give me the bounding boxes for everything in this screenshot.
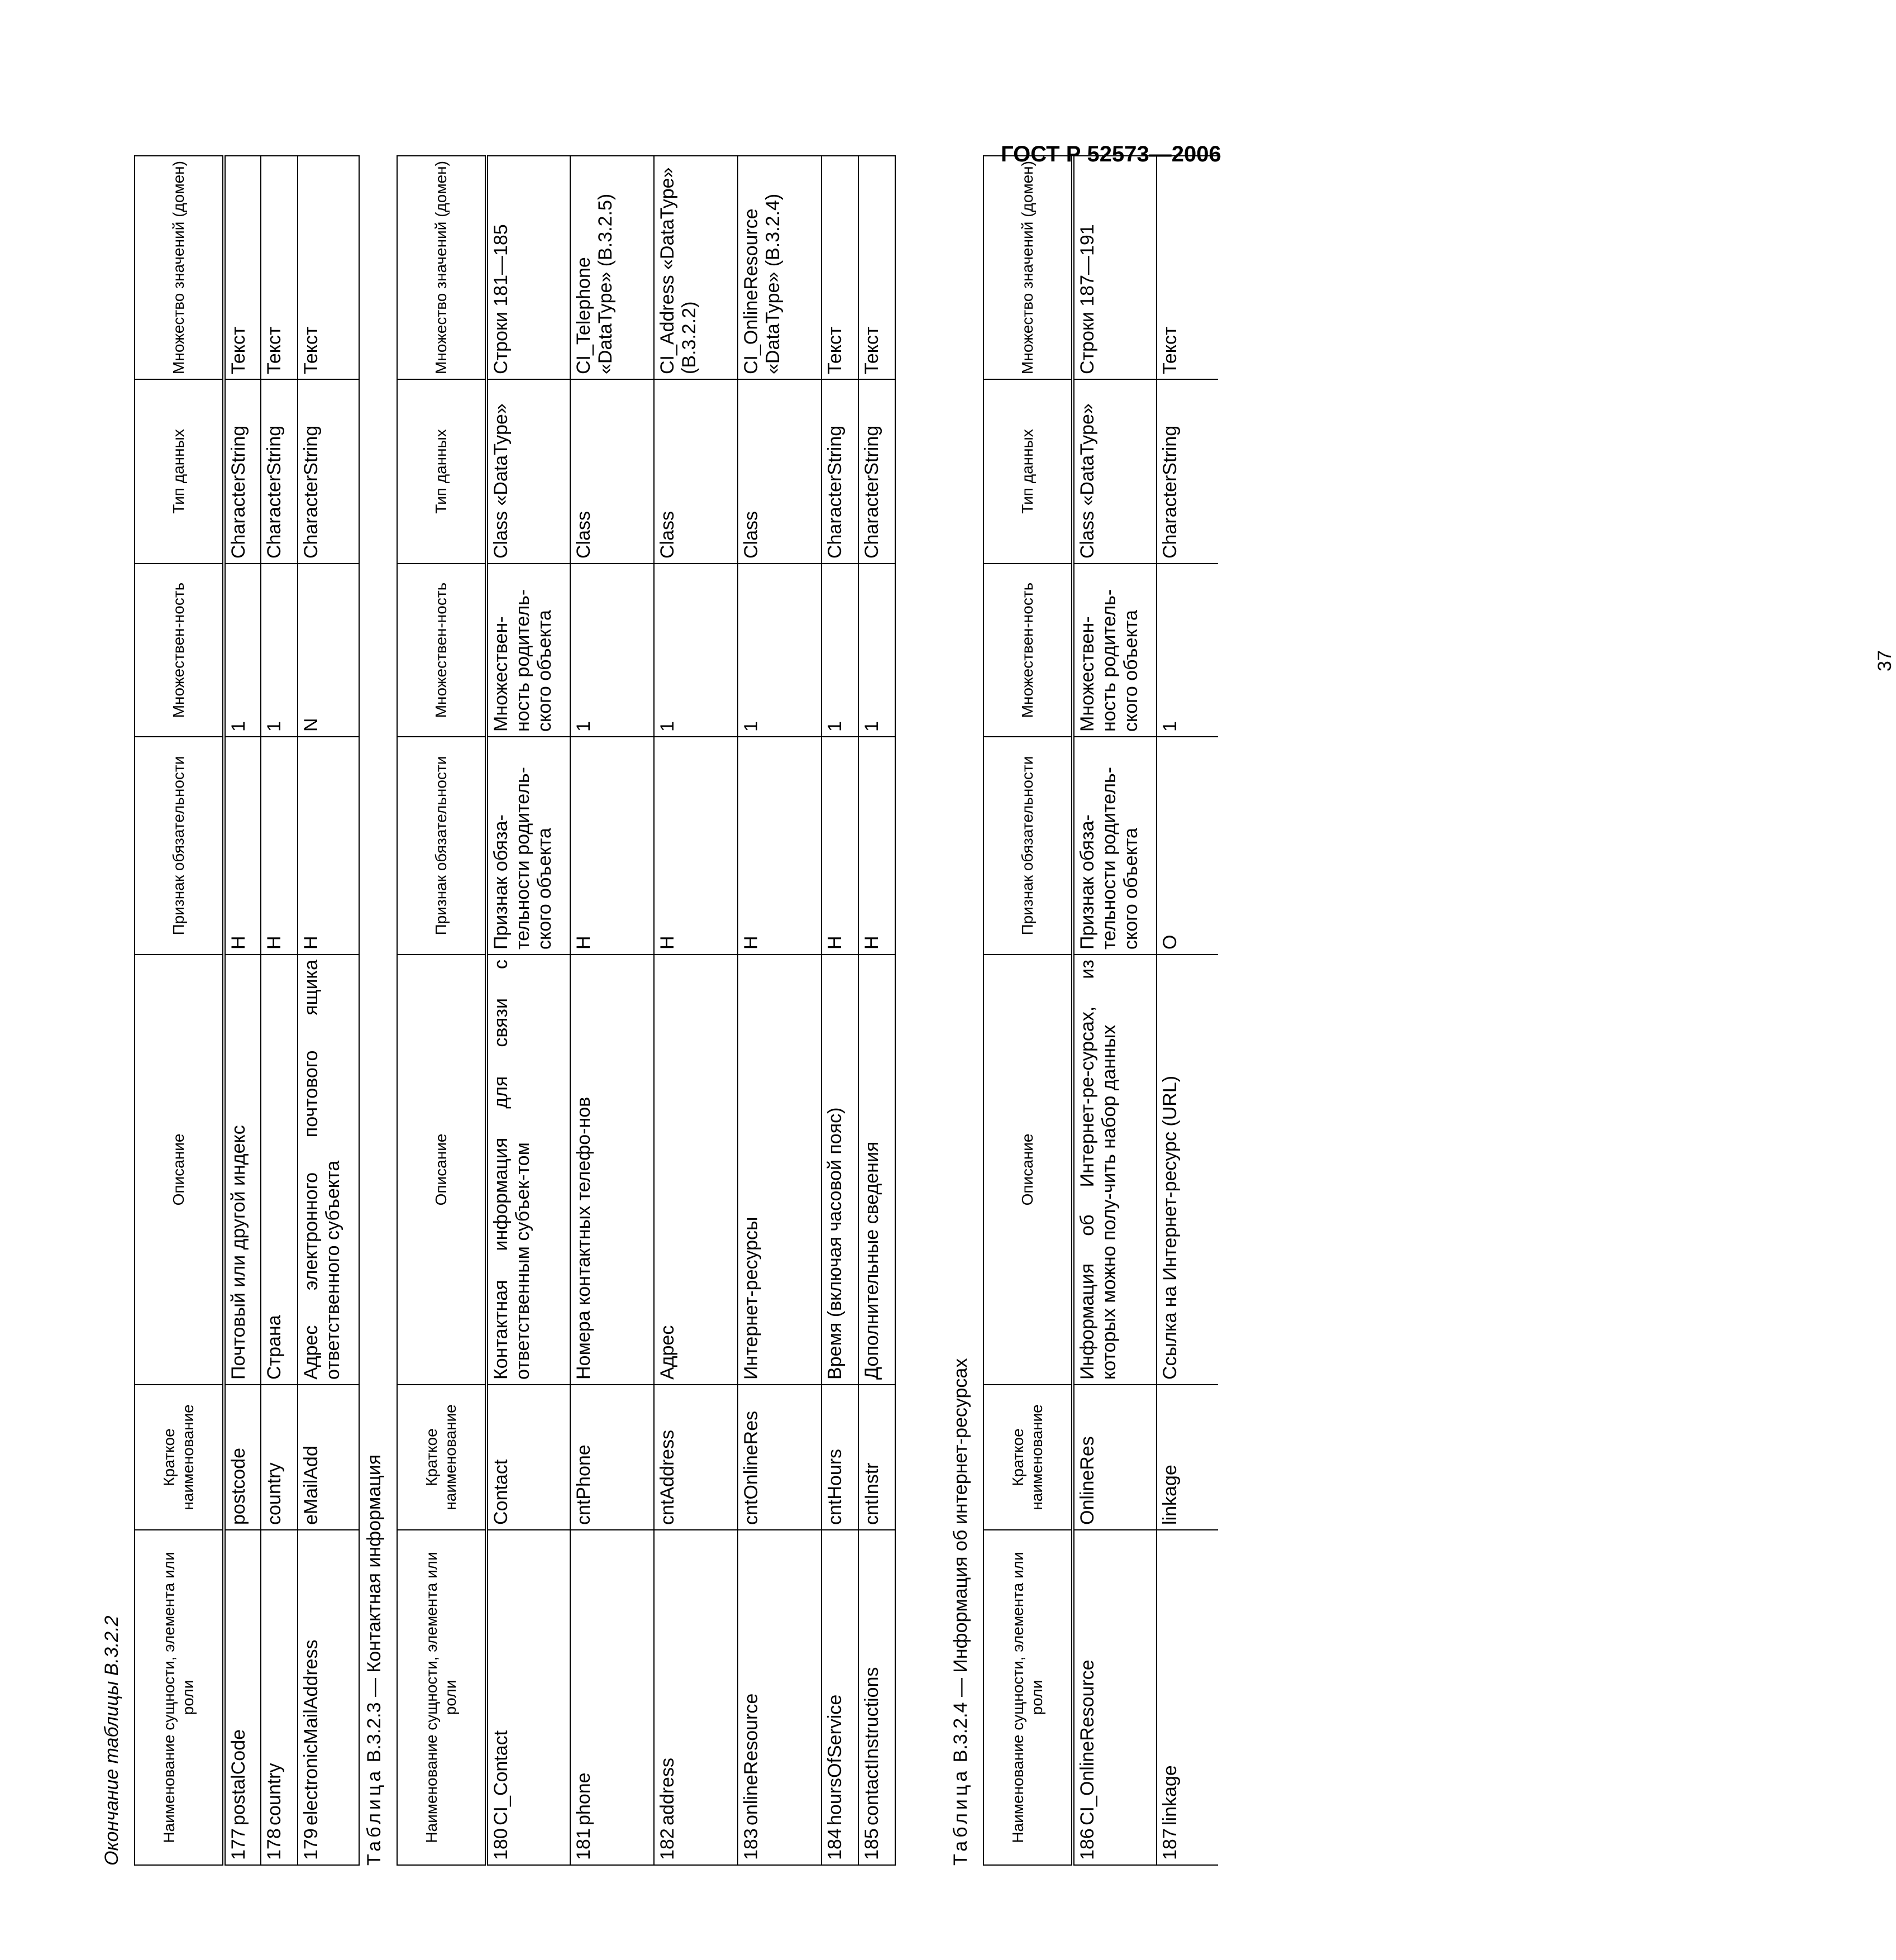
col-header: Признак обязательности: [983, 737, 1073, 955]
table-header-row: [135, 156, 224, 1865]
entity-name: linkage: [1159, 1765, 1181, 1825]
obligation: Н: [224, 737, 261, 955]
rotated-page-content: [101, 156, 1895, 1866]
multiplicity: Множествен-ность родитель-ского объекта: [486, 564, 570, 737]
entity-name: address: [657, 1758, 678, 1825]
table-b324-online-resource: [983, 155, 1218, 1866]
table-row: [298, 156, 359, 1865]
description: Страна: [261, 955, 298, 1385]
col-header: Признак обязательности: [397, 737, 486, 955]
data-type: CharacterString: [224, 379, 261, 564]
description: Информация об Интернет-ре-сурсах, из которых можно полу-чить набор данных: [1073, 955, 1157, 1385]
table-row: [261, 156, 298, 1865]
col-header: Множество значений (домен): [983, 156, 1073, 379]
obligation: Н: [654, 737, 738, 955]
short-name: Contact: [486, 1385, 570, 1530]
description: Время (включая часовой пояс): [822, 955, 858, 1385]
domain: Текст: [858, 156, 895, 379]
table-b323-contact: [397, 155, 896, 1866]
obligation: О: [1157, 737, 1218, 955]
description: Контактная информация для связи с ответственным субъек-том: [486, 955, 570, 1385]
entity-name: electronicMailAddress: [300, 1639, 322, 1825]
short-name: cntInstr: [858, 1385, 895, 1530]
domain: Строки 181—185: [486, 156, 570, 379]
short-name: cntHours: [822, 1385, 858, 1530]
table-caption: Таблица В.3.2.3 — Контактная информация: [364, 1454, 385, 1866]
row-number: 186: [1077, 1828, 1098, 1860]
row-number: 180: [490, 1828, 512, 1860]
table-section-b323: [363, 156, 896, 1866]
col-header: Множество значений (домен): [397, 156, 486, 379]
row-number: 184: [824, 1828, 846, 1860]
multiplicity: 1: [570, 564, 654, 737]
obligation: Н: [822, 737, 858, 955]
multiplicity: 1: [1157, 564, 1218, 737]
row-number: 179: [300, 1828, 322, 1860]
entity-name: hoursOfService: [824, 1694, 846, 1825]
data-type: Class «DataType»: [1073, 379, 1157, 564]
description: Дополнительные сведения: [858, 955, 895, 1385]
table-row: [1073, 156, 1157, 1865]
entity-name: phone: [573, 1772, 594, 1825]
col-header: Описание: [135, 955, 224, 1385]
description: Интернет-ресурсы: [738, 955, 822, 1385]
col-header: Множество значений (домен): [135, 156, 224, 379]
row-number: 182: [657, 1828, 678, 1860]
description: Почтовый или другой индекс: [224, 955, 261, 1385]
domain: CI_Telephone «DataType» (В.3.2.5): [570, 156, 654, 379]
col-header: Наименование сущности, элемента или роли: [983, 1530, 1073, 1865]
data-type: Class: [570, 379, 654, 564]
domain: Текст: [1157, 156, 1218, 379]
table-caption: Окончание таблицы В.3.2.2: [101, 1615, 122, 1866]
row-number: 178: [264, 1828, 285, 1860]
row-number: 177: [228, 1828, 249, 1860]
data-type: Class «DataType»: [486, 379, 570, 564]
multiplicity: Множествен-ность родитель-ского объекта: [1073, 564, 1157, 737]
col-header: Краткое наименование: [135, 1385, 224, 1530]
table-row: [224, 156, 261, 1865]
short-name: postcode: [224, 1385, 261, 1530]
obligation: Н: [298, 737, 359, 955]
entity-name: contactInstructions: [861, 1667, 882, 1825]
table-header-row: [397, 156, 486, 1865]
data-type: Class: [738, 379, 822, 564]
description: Ссылка на Интернет-ресурс (URL): [1157, 955, 1218, 1385]
entity-name: CI_OnlineResource: [1077, 1659, 1098, 1825]
col-header: Краткое наименование: [983, 1385, 1073, 1530]
row-number: 181: [573, 1828, 594, 1860]
short-name: OnlineRes: [1073, 1385, 1157, 1530]
multiplicity: 1: [224, 564, 261, 737]
page-number: 37: [1874, 650, 1895, 671]
multiplicity: 1: [858, 564, 895, 737]
table-row: [654, 156, 738, 1865]
entity-name: postalCode: [228, 1729, 249, 1825]
short-name: cntPhone: [570, 1385, 654, 1530]
data-type: CharacterString: [858, 379, 895, 564]
description: Адрес: [654, 955, 738, 1385]
table-row: [738, 156, 822, 1865]
obligation: Н: [261, 737, 298, 955]
col-header: Описание: [397, 955, 486, 1385]
multiplicity: 1: [261, 564, 298, 737]
description: Адрес электронного почтового ящика ответственного субъекта: [298, 955, 359, 1385]
domain: Текст: [298, 156, 359, 379]
table-row: [570, 156, 654, 1865]
data-type: CharacterString: [1157, 379, 1218, 564]
col-header: Наименование сущности, элемента или роли: [397, 1530, 486, 1865]
col-header: Тип данных: [397, 379, 486, 564]
obligation: Н: [858, 737, 895, 955]
short-name: linkage: [1157, 1385, 1218, 1530]
col-header: Множествен-ность: [397, 564, 486, 737]
col-header: Краткое наименование: [397, 1385, 486, 1530]
domain: Текст: [224, 156, 261, 379]
obligation: Признак обяза-тельности родитель-ского объекта: [1073, 737, 1157, 955]
short-name: cntAddress: [654, 1385, 738, 1530]
table-row: [1157, 156, 1218, 1865]
short-name: cntOnlineRes: [738, 1385, 822, 1530]
row-number: 187: [1159, 1828, 1181, 1860]
col-header: Множествен-ность: [983, 564, 1073, 737]
table-row: [822, 156, 858, 1865]
row-number: 183: [741, 1828, 762, 1860]
short-name: country: [261, 1385, 298, 1530]
entity-name: onlineResource: [741, 1693, 762, 1825]
table-caption: Таблица В.3.2.4 — Информация об интернет-ресурсах: [950, 1358, 971, 1866]
domain: CI_OnlineResource «DataType» (В.3.2.4): [738, 156, 822, 379]
multiplicity: 1: [738, 564, 822, 737]
obligation: Н: [570, 737, 654, 955]
description: Номера контактных телефо-нов: [570, 955, 654, 1385]
data-type: CharacterString: [261, 379, 298, 564]
table-section-b322: [101, 156, 360, 1866]
short-name: eMailAdd: [298, 1385, 359, 1530]
domain: Строки 187—191: [1073, 156, 1157, 379]
table-header-row: [983, 156, 1073, 1865]
entity-name: country: [264, 1763, 285, 1825]
col-header: Множествен-ность: [135, 564, 224, 737]
data-type: CharacterString: [822, 379, 858, 564]
table-row: [486, 156, 570, 1865]
col-header: Тип данных: [135, 379, 224, 564]
table-b322-end: [134, 155, 360, 1866]
col-header: Тип данных: [983, 379, 1073, 564]
row-number: 185: [861, 1828, 882, 1860]
multiplicity: N: [298, 564, 359, 737]
domain: Текст: [261, 156, 298, 379]
table-section-b324: [949, 156, 1218, 1866]
data-type: Class: [654, 379, 738, 564]
obligation: Признак обяза-тельности родитель-ского объекта: [486, 737, 570, 955]
data-type: CharacterString: [298, 379, 359, 564]
entity-name: CI_Contact: [490, 1730, 512, 1825]
col-header: Описание: [983, 955, 1073, 1385]
standard-title: ГОСТ Р 52573—2006: [1001, 142, 1221, 166]
domain: CI_Address «DataType» (В.3.2.2): [654, 156, 738, 379]
domain: Текст: [822, 156, 858, 379]
obligation: Н: [738, 737, 822, 955]
table-row: [858, 156, 895, 1865]
multiplicity: 1: [654, 564, 738, 737]
col-header: Признак обязательности: [135, 737, 224, 955]
col-header: Наименование сущности, элемента или роли: [135, 1530, 224, 1865]
multiplicity: 1: [822, 564, 858, 737]
